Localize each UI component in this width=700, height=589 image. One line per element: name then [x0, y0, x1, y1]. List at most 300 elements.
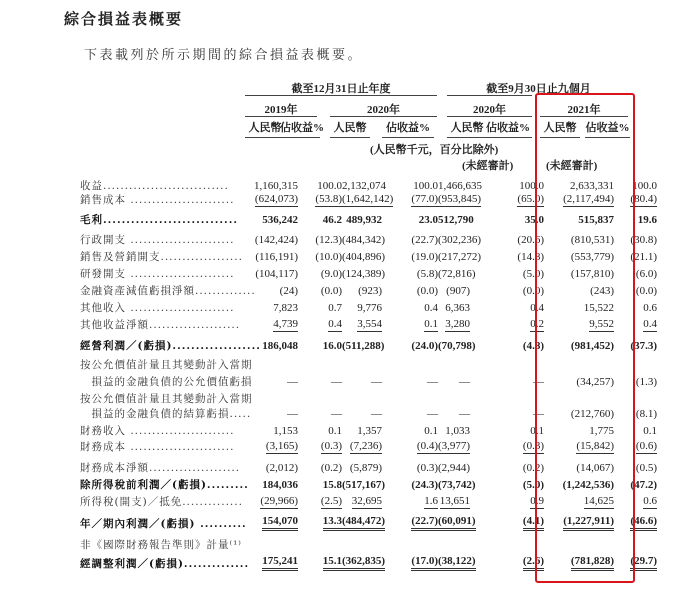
cell-value: 536,242 — [262, 214, 298, 226]
pct-cell — [470, 251, 544, 264]
row-label: 收益............................. — [80, 180, 229, 192]
cell-value: 2,132,074 — [342, 180, 386, 192]
divider — [245, 116, 317, 117]
rmb-cell — [342, 285, 382, 298]
pct-cell — [382, 376, 438, 389]
cell-value: 0.1 — [530, 425, 544, 437]
rmb-cell — [342, 515, 386, 531]
cell-value: 184,036 — [262, 479, 298, 491]
pct-cell — [298, 440, 342, 454]
cell-value: (517,167) — [342, 479, 386, 491]
cell-value: 154,070 — [262, 515, 298, 531]
cell-value: 32,695 — [351, 495, 382, 507]
cell-value: (30.8) — [630, 234, 657, 246]
pct-cell — [382, 462, 438, 475]
cell-value: (53.8) — [315, 193, 342, 205]
cell-value: (0.2) — [320, 462, 342, 474]
rmb-cell — [240, 408, 298, 421]
rmb-cell — [438, 495, 470, 509]
cell-value: (810,531) — [570, 234, 614, 246]
cell-value: (1,227,911) — [563, 515, 614, 531]
row-label: 所得稅(開支)／抵免.............. — [80, 496, 243, 508]
rmb-cell — [240, 234, 298, 247]
rmb-cell — [240, 340, 298, 353]
rmb-cell — [438, 285, 470, 298]
unaudited-2020: (未經審計) — [462, 160, 514, 172]
cell-value: 1,033 — [445, 425, 470, 437]
cell-value: (0.2) — [522, 462, 544, 474]
cell-value: (12.3) — [315, 234, 342, 246]
cell-value: (60,091) — [438, 515, 476, 531]
rmb-cell — [438, 214, 474, 227]
cell-value: — — [287, 376, 298, 388]
pct-cell — [470, 408, 544, 421]
cell-value: (2,117,494) — [563, 193, 614, 205]
cell-value: (2,012) — [265, 462, 298, 474]
cell-value: 0.1 — [328, 425, 342, 437]
rmb-cell — [438, 251, 482, 264]
rmb-cell — [342, 376, 382, 389]
cell-value: 0.7 — [328, 302, 342, 314]
cell-value: (80.4) — [630, 193, 657, 205]
cell-value: (4.8) — [522, 340, 544, 352]
pct-cell — [470, 479, 544, 492]
cell-value: (77.0) — [411, 193, 438, 205]
rmb-cell — [342, 408, 382, 421]
cell-value: (0.3) — [416, 462, 438, 474]
cell-value: (22.7) — [411, 515, 438, 531]
pct-cell — [470, 193, 544, 207]
cell-value: (38,122) — [438, 555, 476, 571]
rmb-cell — [342, 234, 386, 247]
pct-cell — [382, 440, 438, 454]
year-2020b: 2020年 — [473, 104, 506, 116]
pct-cell — [470, 425, 544, 438]
rmb-cell — [240, 251, 298, 264]
divider — [447, 95, 532, 96]
cell-value: 0.1 — [424, 425, 438, 437]
cell-value: (0.3) — [522, 440, 544, 452]
pct-cell — [470, 285, 544, 298]
cell-value: 15.1 — [323, 555, 342, 571]
cell-value: 1,466,635 — [438, 180, 482, 192]
cell-value: 9,552 — [589, 318, 614, 330]
cell-value: 0.1 — [424, 318, 438, 330]
cell-value: (0.0) — [522, 285, 544, 297]
cell-value: (34,257) — [576, 376, 614, 388]
rmb-cell — [240, 268, 298, 281]
row-label: 除所得稅前利潤／(虧損)......... — [80, 479, 249, 491]
pct-cell — [470, 440, 544, 454]
cell-value: (46.6) — [630, 515, 657, 531]
rmb-cell — [240, 425, 298, 438]
pct-cell — [470, 318, 544, 332]
cell-value: (3,165) — [265, 440, 298, 452]
pct-cell — [382, 193, 438, 207]
cell-value: — — [331, 376, 342, 388]
row-label: 行政開支 ........................ — [80, 234, 235, 246]
row-label: 按公允價值計量且其變動計入當期 — [80, 393, 253, 405]
rmb-cell — [342, 318, 382, 332]
rmb-cell — [240, 193, 298, 207]
rmb-cell — [240, 285, 298, 298]
cell-value: (981,452) — [570, 340, 614, 352]
cell-value: (10.0) — [315, 251, 342, 263]
cell-value: (553,779) — [570, 251, 614, 263]
cell-value: (47.2) — [630, 479, 657, 491]
cell-value: (29,966) — [260, 495, 298, 507]
cell-value: (3,977) — [438, 440, 471, 452]
pct-cell — [382, 408, 438, 421]
cell-value: (24) — [279, 285, 298, 297]
rmb-cell — [438, 555, 476, 571]
pct-cell — [470, 462, 544, 475]
rmb-cell — [438, 318, 470, 332]
rmb-cell — [438, 462, 470, 475]
cell-value: (15,842) — [576, 440, 614, 452]
cell-value: — — [371, 376, 382, 388]
pct-cell — [470, 302, 544, 315]
column-header-rmb: 人民幣 — [540, 119, 580, 138]
pct-cell — [298, 479, 342, 492]
cell-value: 0.1 — [643, 425, 657, 437]
rmb-cell — [342, 214, 382, 227]
cell-value: (1.3) — [635, 376, 657, 388]
cell-value: (9.0) — [320, 268, 342, 280]
cell-value: (37.3) — [630, 340, 657, 352]
cell-value: 4,739 — [273, 318, 298, 330]
column-header-rmb: 人民幣 — [330, 119, 370, 138]
row-label: 其他收入 ........................ — [80, 302, 235, 314]
pct-cell — [298, 408, 342, 421]
cell-value: 1,153 — [273, 425, 298, 437]
column-header-pct: 佔收益% — [484, 119, 532, 138]
rmb-cell — [342, 425, 382, 438]
cell-value: (923) — [358, 285, 382, 297]
cell-value: — — [459, 408, 470, 420]
rmb-cell — [240, 302, 298, 315]
cell-value: (0.6) — [635, 440, 657, 452]
rmb-cell — [342, 193, 394, 207]
cell-value: 186,048 — [262, 340, 298, 352]
cell-value: 19.6 — [637, 214, 657, 226]
cell-value: 2,633,331 — [570, 180, 614, 192]
cell-value: 16.0 — [322, 340, 342, 352]
rmb-cell — [438, 408, 470, 421]
pct-cell — [298, 515, 342, 531]
cell-value: (217,272) — [438, 251, 482, 263]
cell-value: 15.8 — [322, 479, 342, 491]
pct-cell — [470, 340, 544, 353]
cell-value: 7,823 — [273, 302, 298, 314]
pct-cell — [382, 360, 438, 372]
pct-cell — [382, 425, 438, 438]
pct-cell — [382, 479, 438, 492]
row-label: 經營利潤／(虧損)................... — [80, 340, 261, 352]
rmb-cell — [438, 340, 476, 353]
rmb-cell — [342, 540, 382, 552]
cell-value: (17.0) — [411, 555, 438, 571]
row-label: 年／期內利潤／(虧損) .......... — [80, 518, 247, 530]
row-label: 損益的金融負債的結算虧損..... — [80, 408, 252, 420]
cell-value: (0.3) — [320, 440, 342, 452]
column-header-rmb: 人民幣 — [447, 119, 487, 138]
cell-value: — — [427, 408, 438, 420]
pct-cell — [382, 234, 438, 247]
cell-value: (0.5) — [635, 462, 657, 474]
rmb-cell — [240, 515, 298, 531]
cell-value: 1.6 — [424, 495, 438, 507]
cell-value: (7,236) — [349, 440, 382, 452]
row-label: 其他收益淨額..................... — [80, 319, 241, 331]
pct-cell — [382, 268, 438, 281]
rmb-cell — [438, 440, 470, 454]
cell-value: (29.7) — [630, 555, 657, 571]
cell-value: 1,357 — [357, 425, 382, 437]
pct-cell — [470, 515, 544, 531]
cell-value: (0.0) — [635, 285, 657, 297]
rmb-cell — [240, 555, 298, 571]
cell-value: (116,191) — [255, 251, 298, 263]
pct-cell — [298, 425, 342, 438]
cell-value: (24.3) — [411, 479, 438, 491]
row-label: 財務成本 ........................ — [80, 441, 235, 453]
cell-value: (5.8) — [416, 268, 438, 280]
row-label: 研發開支 ........................ — [80, 268, 235, 280]
row-label: 經調整利潤／(虧損).............. — [80, 558, 250, 570]
cell-value: — — [287, 408, 298, 420]
cell-value: — — [371, 408, 382, 420]
pct-cell — [382, 214, 438, 227]
rmb-cell — [438, 193, 482, 207]
cell-value: (4.1) — [523, 515, 544, 531]
cell-value: 0.4 — [530, 302, 544, 314]
cell-value: (302,236) — [438, 234, 482, 246]
cell-value: 13,651 — [439, 495, 470, 507]
divider — [447, 116, 532, 117]
cell-value: (21.1) — [630, 251, 657, 263]
cell-value: 23.0 — [418, 214, 438, 226]
cell-value: 0.9 — [530, 495, 544, 507]
cell-value: (2,944) — [438, 462, 471, 474]
year-2021: 2021年 — [567, 104, 601, 116]
pct-cell — [470, 376, 544, 389]
rmb-cell — [438, 479, 476, 492]
cell-value: (70,798) — [438, 340, 476, 352]
cell-value: 0.2 — [530, 318, 544, 330]
intro-text: 下表載列於所示期間的綜合損益表概要。 — [84, 48, 364, 63]
rmb-cell — [342, 555, 386, 571]
cell-value: 0.4 — [643, 318, 657, 330]
pct-cell — [298, 360, 342, 372]
cell-value: 100.0 — [413, 180, 438, 192]
cell-value: 175,241 — [262, 555, 298, 571]
cell-value: 489,932 — [346, 214, 382, 226]
period-annual-header: 截至12月31日止年度 — [291, 83, 391, 95]
pct-cell — [382, 495, 438, 509]
pct-cell — [298, 302, 342, 315]
rmb-cell — [438, 234, 482, 247]
cell-value: (5.0) — [522, 268, 544, 280]
cell-value: 100.0 — [317, 180, 342, 192]
pct-cell — [382, 285, 438, 298]
rmb-cell — [342, 440, 382, 454]
cell-value: 14,625 — [583, 495, 614, 507]
cell-value: (22.7) — [411, 234, 438, 246]
pct-cell — [298, 540, 342, 552]
rmb-cell — [240, 495, 298, 509]
cell-value: 0.4 — [328, 318, 342, 330]
cell-value: (907) — [446, 285, 470, 297]
column-header-rmb: 人民幣 — [245, 119, 285, 138]
cell-value: 0.4 — [424, 302, 438, 314]
column-header-pct: 佔收益% — [382, 119, 434, 138]
divider — [330, 116, 437, 117]
cell-value: (14.8) — [517, 251, 544, 263]
cell-value: (72,816) — [438, 268, 476, 280]
pct-cell — [298, 193, 342, 207]
rmb-cell — [342, 495, 382, 509]
year-2019: 2019年 — [264, 104, 298, 116]
pct-cell — [298, 285, 342, 298]
rmb-cell — [438, 515, 476, 531]
unit-note: (人民幣千元，百分比除外) — [370, 144, 499, 156]
cell-value: 3,280 — [445, 318, 470, 330]
cell-value: 1,160,315 — [254, 180, 298, 192]
pct-cell — [382, 515, 438, 531]
pct-cell — [470, 268, 544, 281]
pct-cell — [298, 214, 342, 227]
rmb-cell — [240, 440, 298, 454]
cell-value: (484,342) — [342, 234, 386, 246]
cell-value: (511,288) — [342, 340, 385, 352]
row-label: 按公允價值計量且其變動計入當期 — [80, 359, 253, 371]
pct-cell — [298, 495, 342, 509]
pct-cell — [382, 251, 438, 264]
rmb-cell — [342, 251, 386, 264]
cell-value: (65.0) — [517, 193, 544, 205]
pct-cell — [298, 340, 342, 353]
pct-cell — [298, 318, 342, 332]
cell-value: 0.6 — [643, 495, 657, 507]
cell-value: (124,389) — [342, 268, 386, 280]
unaudited-2021: (未經審計) — [546, 160, 598, 172]
rmb-cell — [438, 268, 476, 281]
cell-value: — — [427, 376, 438, 388]
rmb-cell — [342, 360, 382, 372]
cell-value: (24.0) — [411, 340, 438, 352]
cell-value: 512,790 — [438, 214, 474, 226]
rmb-cell — [240, 540, 298, 552]
cell-value: (0.0) — [320, 285, 342, 297]
cell-value: (5,879) — [349, 462, 382, 474]
rmb-cell — [240, 376, 298, 389]
cell-value: 9,776 — [357, 302, 382, 314]
pct-cell — [470, 540, 544, 552]
cell-value: (624,073) — [254, 193, 298, 205]
row-label: 銷售成本 ........................ — [80, 194, 235, 206]
row-label: 財務收入 ........................ — [80, 425, 235, 437]
cell-value: 6,363 — [445, 302, 470, 314]
cell-value: (362,835) — [342, 555, 385, 571]
highlight-box-2021 — [535, 93, 635, 583]
pct-cell — [382, 318, 438, 332]
row-label: 銷售及營銷開支................... — [80, 251, 243, 263]
pct-cell — [298, 251, 342, 264]
rmb-cell — [240, 360, 298, 372]
rmb-cell — [342, 462, 382, 475]
column-header-pct: 佔收益% — [585, 119, 630, 138]
pct-cell — [470, 214, 544, 227]
cell-value: (781,828) — [571, 555, 614, 571]
cell-value: 100.0 — [519, 180, 544, 192]
column-header-pct: 佔收益% — [280, 119, 320, 138]
cell-value: (1,242,536) — [562, 479, 614, 491]
row-label: 毛利............................. — [80, 214, 239, 226]
rmb-cell — [342, 340, 385, 353]
cell-value: (953,845) — [438, 193, 482, 205]
pct-cell — [382, 340, 438, 353]
cell-value: 1,775 — [589, 425, 614, 437]
pct-cell — [470, 555, 544, 571]
rmb-cell — [240, 318, 298, 332]
year-2020a: 2020年 — [367, 104, 400, 116]
cell-value: 3,554 — [357, 318, 382, 330]
period-nine-header: 截至9月30日止九個月 — [486, 83, 591, 95]
cell-value: (0.4) — [416, 440, 438, 452]
row-label: 非《國際財務報告準則》計量⁽¹⁾ — [80, 539, 242, 551]
pct-cell — [298, 268, 342, 281]
cell-value: (20.6) — [517, 234, 544, 246]
divider — [245, 95, 437, 96]
section-title: 綜合損益表概要 — [64, 10, 184, 28]
cell-value: (142,424) — [254, 234, 298, 246]
cell-value: (19.0) — [411, 251, 438, 263]
cell-value: 15,522 — [583, 302, 614, 314]
cell-value: (1,642,142) — [342, 193, 394, 205]
cell-value: (73,742) — [438, 479, 476, 491]
cell-value: — — [533, 376, 544, 388]
pct-cell — [382, 302, 438, 315]
row-label: 金融資產減值虧損淨額.............. — [80, 285, 256, 297]
row-label: 損益的金融負債的公允價值虧損 — [80, 376, 253, 388]
rmb-cell — [342, 302, 382, 315]
cell-value: 0.6 — [643, 302, 657, 314]
rmb-cell — [240, 214, 298, 227]
rmb-cell — [438, 376, 470, 389]
cell-value: (14,067) — [576, 462, 614, 474]
pct-cell — [382, 540, 438, 552]
rmb-cell — [438, 540, 470, 552]
pct-cell — [298, 462, 342, 475]
pct-cell — [382, 555, 438, 571]
cell-value: (157,810) — [570, 268, 614, 280]
cell-value: (243) — [590, 285, 614, 297]
rmb-cell — [438, 425, 470, 438]
cell-value: 100.0 — [632, 180, 657, 192]
rmb-cell — [240, 462, 298, 475]
cell-value: 13.3 — [323, 515, 342, 531]
cell-value: (0.0) — [416, 285, 438, 297]
cell-value: (8.1) — [635, 408, 657, 420]
cell-value: (6.0) — [635, 268, 657, 280]
pct-cell — [298, 555, 342, 571]
cell-value: (5.0) — [522, 479, 544, 491]
rmb-cell — [438, 360, 470, 372]
rmb-cell — [342, 268, 386, 281]
cell-value: 515,837 — [578, 214, 614, 226]
cell-value: (2.6) — [523, 555, 544, 571]
